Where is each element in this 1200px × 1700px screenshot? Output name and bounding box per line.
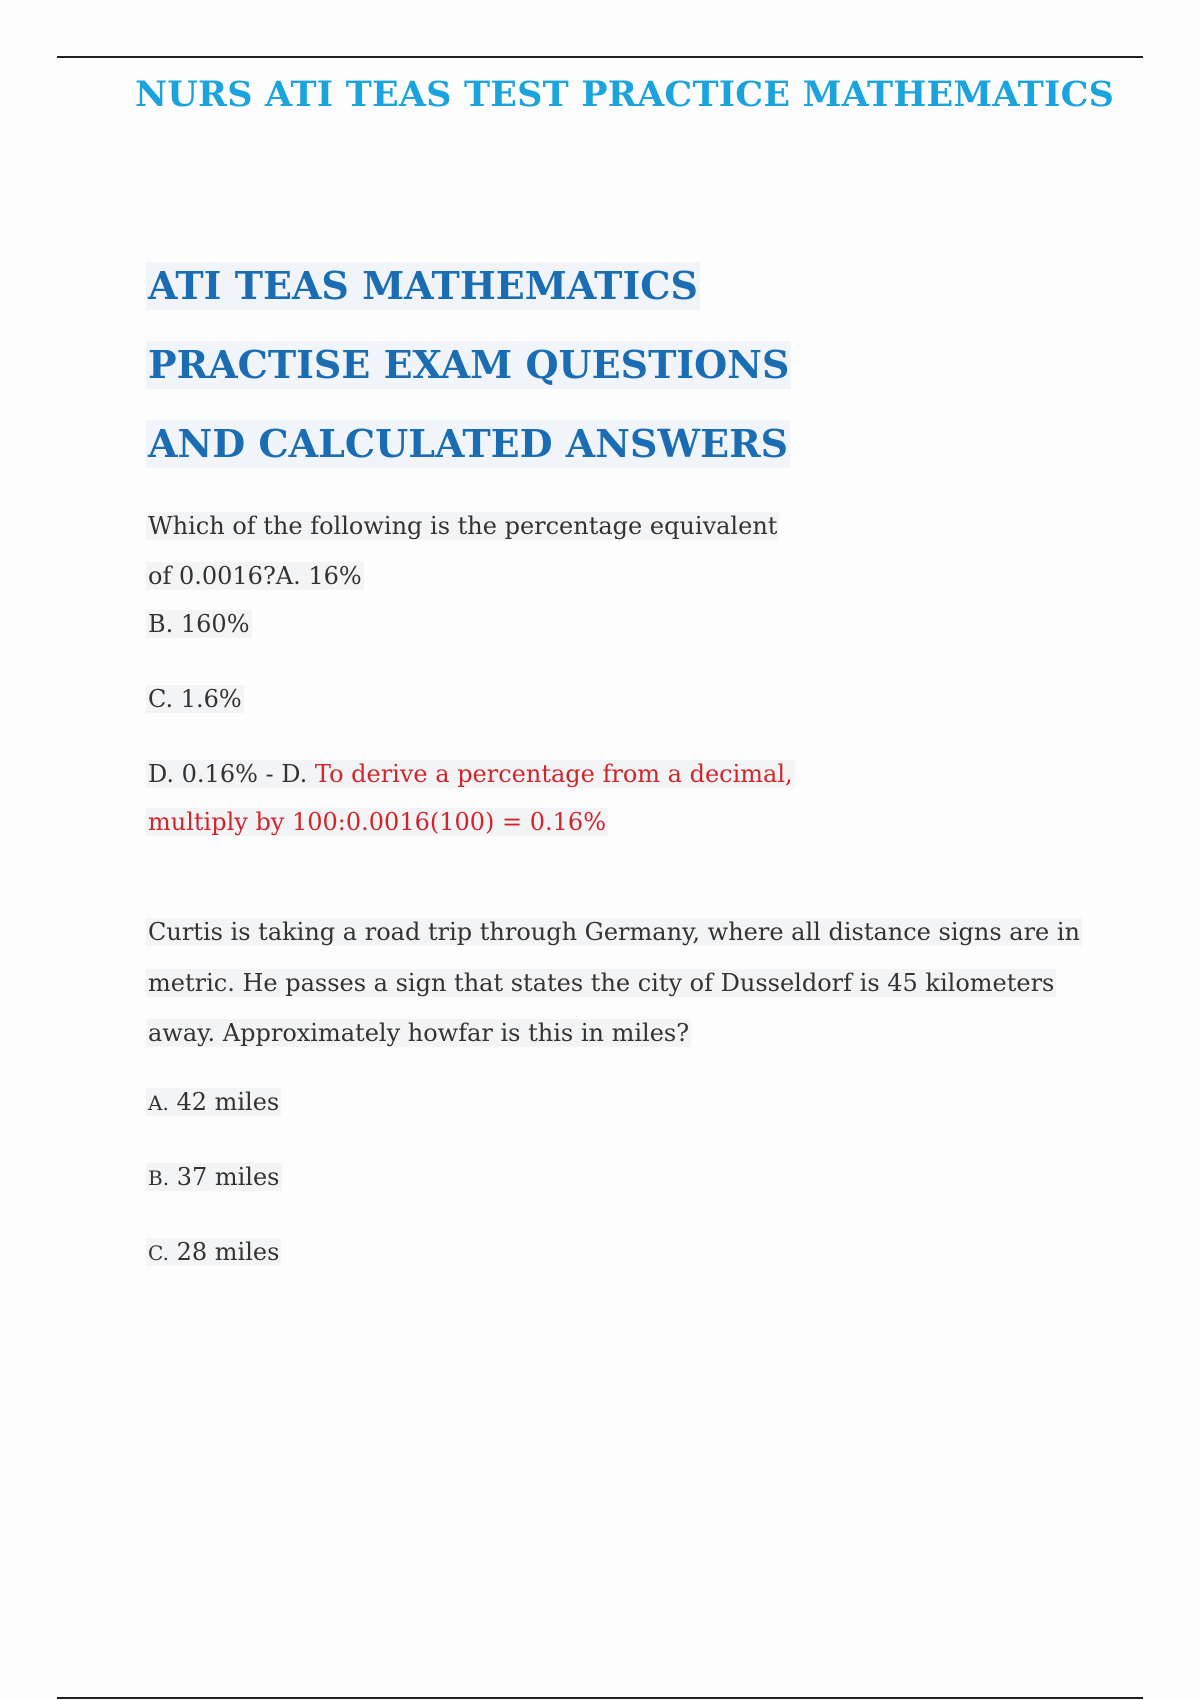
question-2-option-a	[146, 1085, 281, 1120]
question-1-line-2: of 0.0016?A. 16%	[148, 562, 362, 590]
question-2-option-b	[146, 1160, 282, 1195]
option-b-text: 37 miles	[176, 1163, 280, 1191]
main-heading	[146, 262, 791, 499]
option-a-text: 42 miles	[176, 1088, 280, 1116]
question-1-option-d	[146, 757, 795, 791]
question-2-text-line-1	[146, 915, 1082, 949]
question-1-line-1: Which of the following is the percentage equivalent	[148, 512, 778, 540]
option-b-text: B. 160%	[148, 610, 250, 638]
question-2-text-line-2	[146, 966, 1056, 1000]
question-2-text-line-3	[146, 1016, 691, 1050]
heading-line-3: AND CALCULATED ANSWERS	[148, 421, 789, 466]
question-2-line-3: away. Approximately howfar is this in miles?	[148, 1019, 690, 1047]
question-1-text-line-1	[146, 509, 779, 543]
option-b-letter: B.	[148, 1166, 170, 1190]
top-rule	[57, 56, 1143, 58]
option-c-text: 28 miles	[176, 1238, 280, 1266]
answer-explanation-line-2: multiply by 100:0.0016(100) = 0.16%	[148, 808, 607, 836]
question-1-text-line-2	[146, 559, 364, 593]
answer-explanation-line-1: To derive a percentage from a decimal,	[314, 760, 793, 788]
question-1-option-b	[146, 607, 252, 641]
option-d-text: D. 0.16% - D.	[148, 760, 308, 788]
option-c-letter: C.	[148, 1241, 169, 1265]
question-2-option-c	[146, 1235, 281, 1270]
heading-line-1: ATI TEAS MATHEMATICS	[148, 263, 698, 308]
option-a-letter: A.	[148, 1091, 169, 1115]
option-c-text: C. 1.6%	[148, 685, 242, 713]
question-2-line-2: metric. He passes a sign that states the city of Dusseldorf is 45 kilometers	[148, 969, 1055, 997]
question-2-line-1: Curtis is taking a road trip through Germany, where all distance signs are in	[148, 918, 1081, 946]
document-header-title: NURS ATI TEAS TEST PRACTICE MATHEMATICS	[135, 74, 1115, 115]
bottom-rule	[57, 1697, 1143, 1699]
question-1-option-c	[146, 682, 244, 716]
heading-line-2: PRACTISE EXAM QUESTIONS	[148, 342, 790, 387]
question-1-explanation	[146, 805, 608, 839]
